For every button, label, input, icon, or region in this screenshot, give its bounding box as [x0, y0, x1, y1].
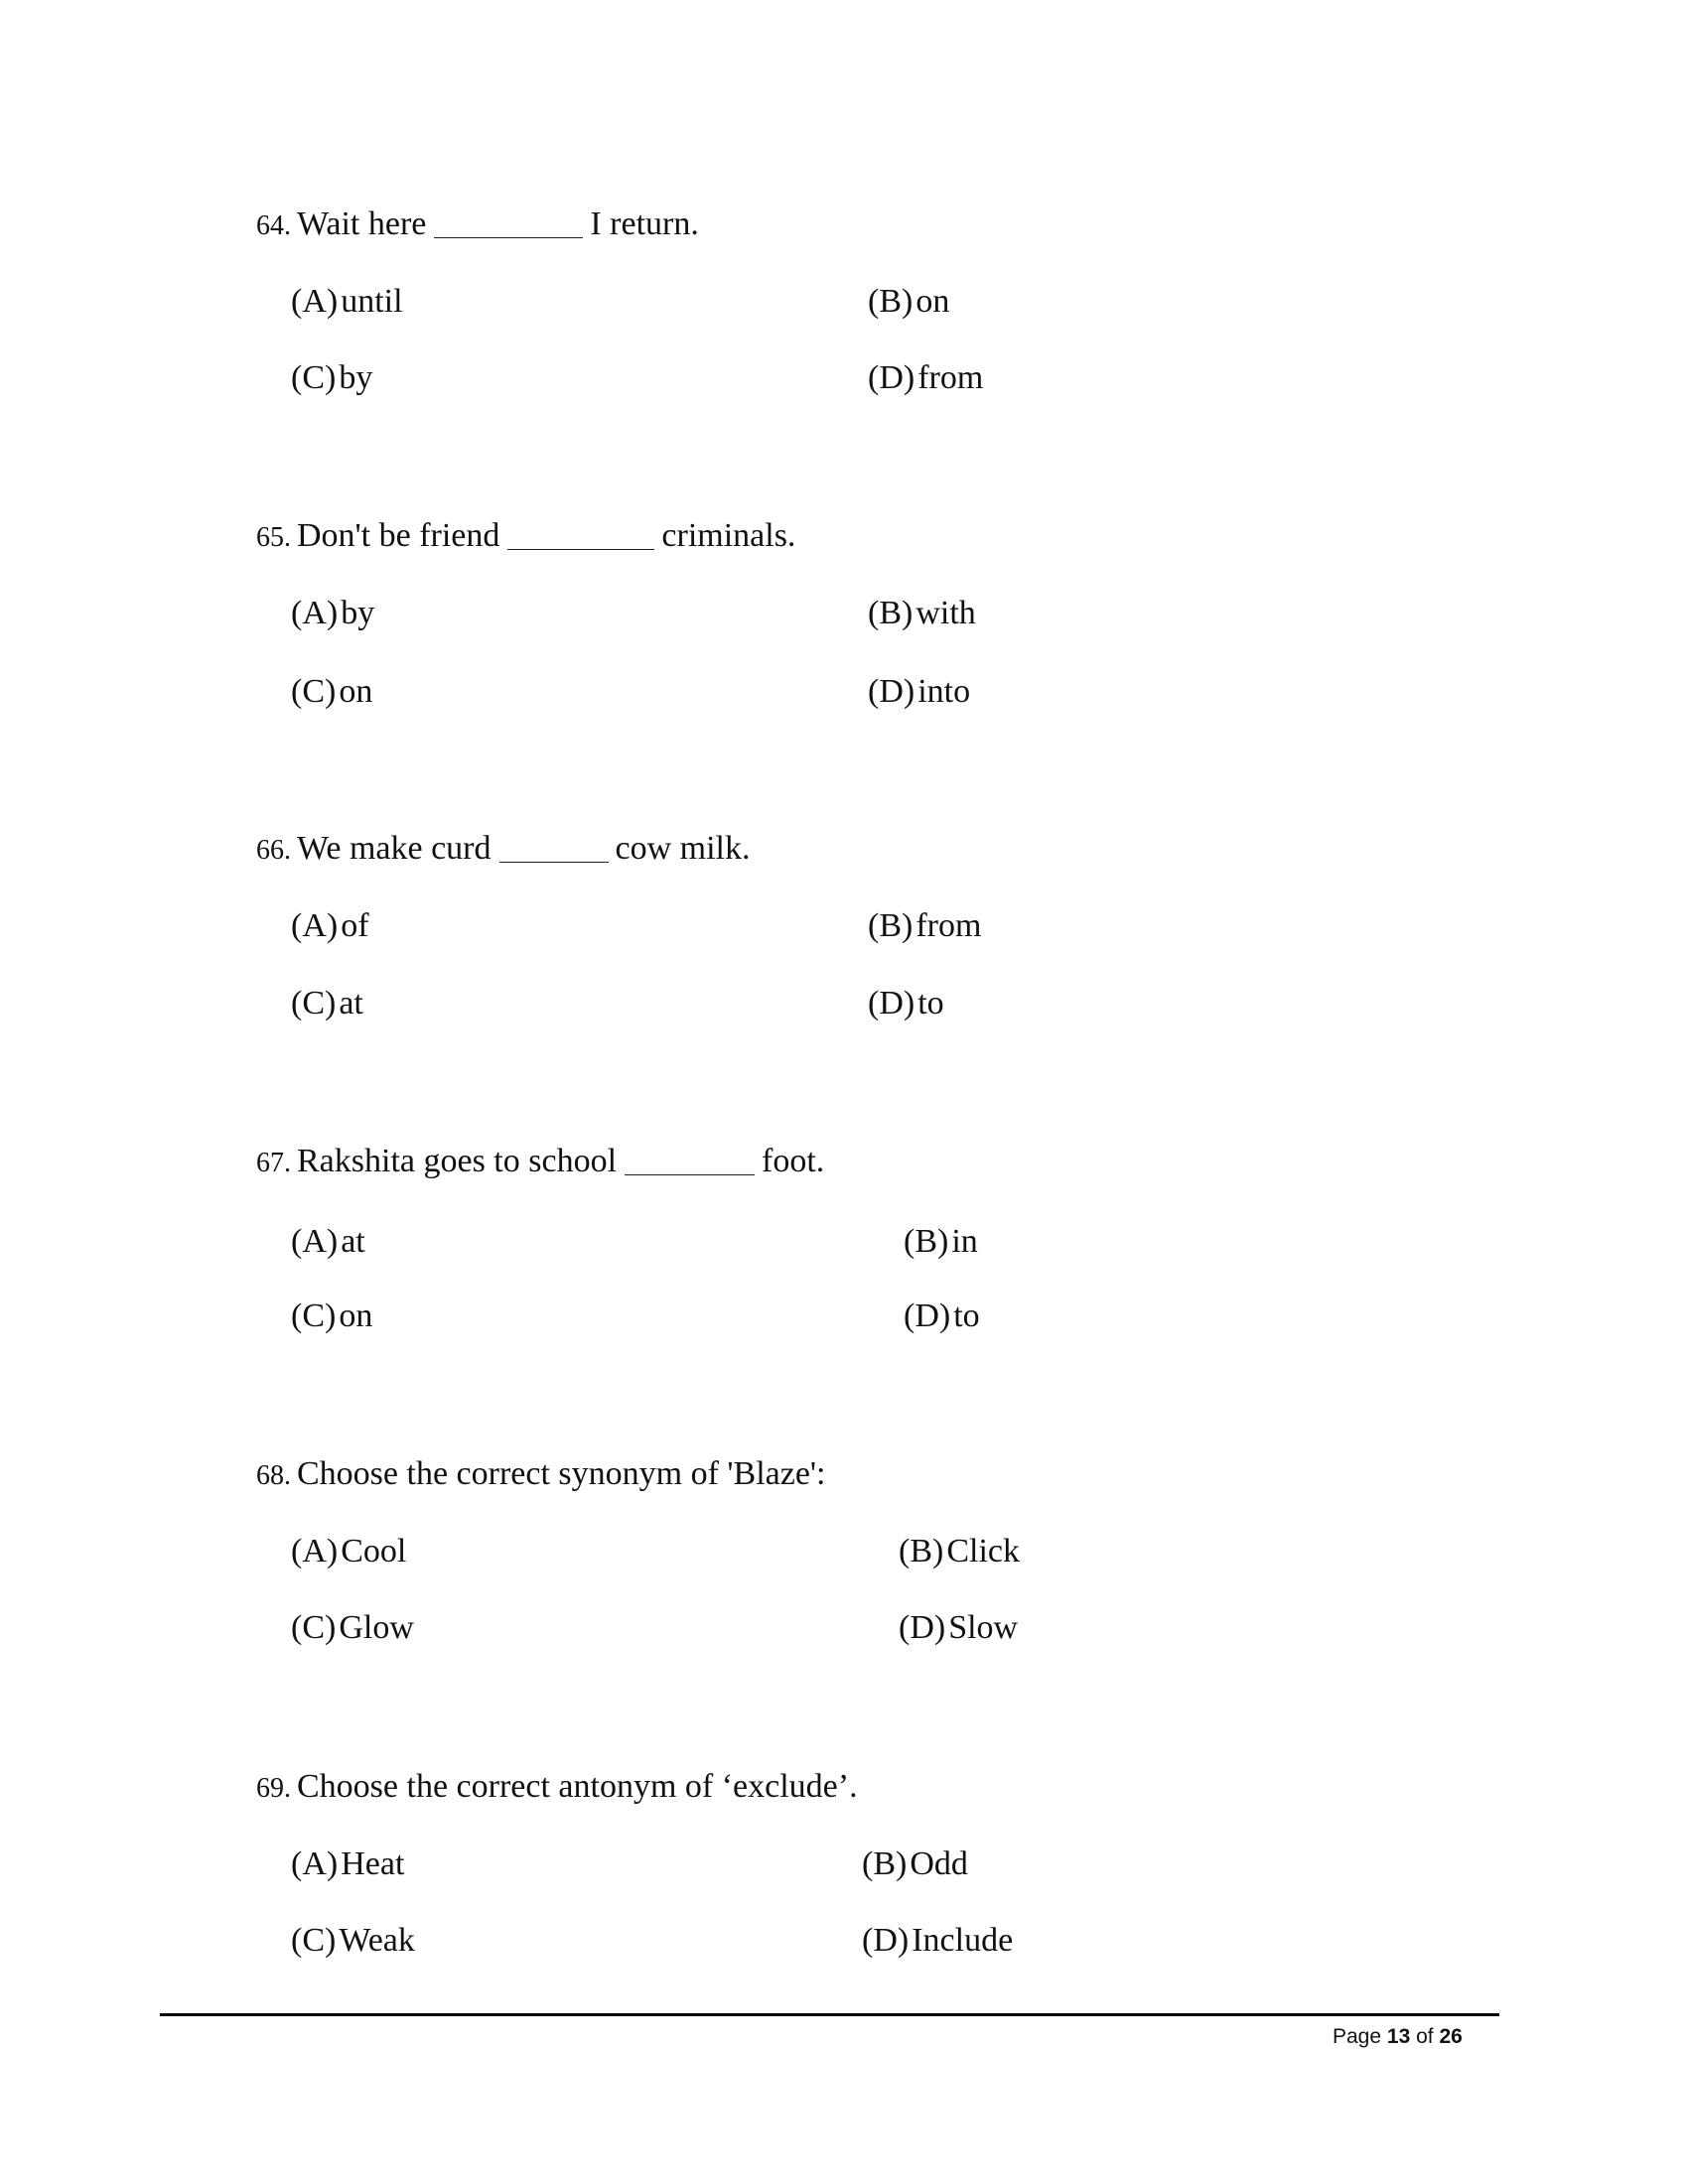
- question-text-before: Wait here: [297, 205, 427, 242]
- option-d: [868, 675, 970, 709]
- option-text: in: [951, 1223, 978, 1260]
- option-a: [291, 1847, 404, 1881]
- option-text: on: [915, 283, 950, 320]
- option-a: [291, 285, 403, 319]
- question-text-before: Rakshita goes to school: [297, 1143, 618, 1179]
- option-a: [291, 597, 374, 630]
- option-text: at: [339, 985, 363, 1022]
- option-text: by: [339, 359, 373, 396]
- question-64: [256, 207, 699, 243]
- fill-in-blank: [499, 836, 609, 863]
- option-b: [868, 909, 981, 943]
- option-d: [899, 1611, 1018, 1645]
- option-label: (C): [291, 673, 337, 710]
- option-c: [291, 675, 372, 709]
- option-d: [904, 1299, 980, 1333]
- question-text: Choose the correct antonym of ‘exclude’.: [297, 1768, 858, 1805]
- option-label: (B): [868, 907, 914, 944]
- option-text: Weak: [339, 1922, 415, 1959]
- option-c: [291, 987, 363, 1021]
- option-text: Glow: [339, 1609, 414, 1646]
- option-text: of: [341, 907, 369, 944]
- fill-in-blank: [507, 523, 654, 550]
- question-text-after: cow milk.: [615, 830, 751, 867]
- option-label: (C): [291, 1609, 337, 1646]
- option-b: [904, 1225, 978, 1259]
- question-66: [256, 832, 750, 868]
- option-text: to: [953, 1297, 980, 1334]
- option-text: from: [915, 907, 982, 944]
- option-label: (D): [868, 359, 915, 396]
- option-text: Slow: [948, 1609, 1019, 1646]
- option-label: (B): [868, 283, 914, 320]
- option-label: (D): [868, 985, 915, 1022]
- option-d: [868, 361, 983, 395]
- option-text: from: [917, 359, 984, 396]
- option-text: at: [341, 1223, 365, 1260]
- option-label: (D): [868, 673, 915, 710]
- footer-divider: [160, 2013, 1499, 2016]
- option-label: (A): [291, 1533, 339, 1570]
- option-a: [291, 909, 369, 943]
- of-word: of: [1416, 2025, 1434, 2048]
- question-69: [256, 1770, 858, 1806]
- option-label: (C): [291, 985, 337, 1022]
- fill-in-blank: [625, 1149, 755, 1175]
- question-text-after: foot.: [762, 1143, 825, 1179]
- option-text: Cool: [341, 1533, 407, 1570]
- question-text-before: Don't be friend: [297, 517, 500, 554]
- option-b: [868, 597, 976, 630]
- option-c: [291, 1299, 372, 1333]
- option-b: [862, 1847, 968, 1881]
- option-label: (D): [899, 1609, 946, 1646]
- option-label: (A): [291, 1845, 339, 1882]
- option-label: (C): [291, 1297, 337, 1334]
- option-label: (C): [291, 1922, 337, 1959]
- total-pages: 26: [1439, 2025, 1463, 2048]
- option-d: [868, 987, 944, 1021]
- question-number: 69.: [256, 1773, 291, 1804]
- option-text: with: [915, 595, 976, 631]
- question-65: [256, 519, 795, 555]
- option-text: by: [341, 595, 375, 631]
- option-label: (D): [904, 1297, 951, 1334]
- option-text: Click: [946, 1533, 1020, 1570]
- option-text: Odd: [910, 1845, 968, 1882]
- option-label: (A): [291, 907, 339, 944]
- option-c: [291, 1924, 415, 1958]
- option-text: to: [917, 985, 944, 1022]
- option-text: Heat: [341, 1845, 405, 1882]
- option-a: [291, 1225, 365, 1259]
- option-label: (B): [904, 1223, 949, 1260]
- question-number: 64.: [256, 210, 291, 241]
- page-number: [1333, 2025, 1463, 2049]
- fill-in-blank: [434, 211, 583, 238]
- question-67: [256, 1145, 824, 1180]
- question-68: [256, 1457, 826, 1493]
- question-number: 68.: [256, 1460, 291, 1491]
- option-label: (B): [868, 595, 914, 631]
- option-c: [291, 361, 372, 395]
- option-label: (B): [862, 1845, 908, 1882]
- option-b: [899, 1535, 1020, 1569]
- option-c: [291, 1611, 414, 1645]
- option-d: [862, 1924, 1013, 1958]
- question-text-after: I return.: [590, 205, 699, 242]
- option-text: until: [341, 283, 403, 320]
- option-text: Include: [912, 1922, 1014, 1959]
- option-label: (A): [291, 283, 339, 320]
- option-b: [868, 285, 949, 319]
- option-label: (D): [862, 1922, 910, 1959]
- question-text-before: We make curd: [297, 830, 492, 867]
- question-number: 67.: [256, 1148, 291, 1178]
- current-page: 13: [1386, 2025, 1411, 2048]
- option-text: into: [917, 673, 971, 710]
- question-text-after: criminals.: [661, 517, 796, 554]
- option-label: (A): [291, 1223, 339, 1260]
- option-label: (A): [291, 595, 339, 631]
- option-label: (C): [291, 359, 337, 396]
- option-text: on: [339, 673, 373, 710]
- question-text: Choose the correct synonym of 'Blaze':: [297, 1455, 826, 1492]
- option-a: [291, 1535, 406, 1569]
- option-label: (B): [899, 1533, 944, 1570]
- page-word: Page: [1333, 2025, 1382, 2048]
- question-number: 66.: [256, 835, 291, 866]
- option-text: on: [339, 1297, 373, 1334]
- question-number: 65.: [256, 522, 291, 553]
